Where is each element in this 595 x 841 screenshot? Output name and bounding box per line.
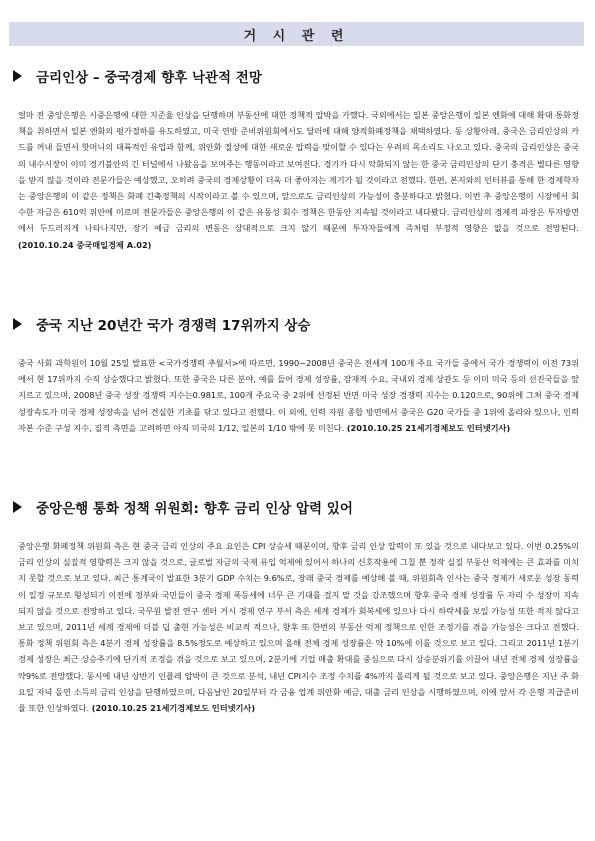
article-body-text: 중국 사회 과학원이 10월 25일 발표한 <국가경쟁력 추월서>에 따르면, 1990~2008년 중국은 전세계 100개 주요 국가들 중에서 국가 경쟁력이 이전 73위에서 현 17위까지 수직 상승했다고 밝혔다. 또한 중국은 다른 분야, 예를 들어 경제 성장률, 잠재적 수요, 국내외 경제 상관도 등 이미 미국 등의 선진국들을 앞지르고 있으며, 2008년 중국 성장 경쟁력 지수는0.981로, 100개 주요국 중 2위에 선정된 반면 미국 성장 경쟁력 지수는 0.120으로, 90위에 그쳐 중국 경제 성장속도가 미국 경제 성장속을 넘어 견실한 기초를 닦고 있다고 전했다. 이 외에, 인력 자원 종합 방면에서 중국은 G20 국가들 중 1위에 올라와 있으나, 인력 자본 수준 구성 지수, 질적 측면을 고려하면 아직 미국의 1/12, 일본의 1/10 밖에 못 미친다. xyxy=(18,358,579,433)
article-body-text: 중앙은행 화폐정책 위원회 측은 현 중국 금리 인상의 주요 요인은 CPI 상승세 때문이며, 향후 금리 인상 압력이 또 있을 것으로 내다보고 있다. 이번 0.25%의 금리 인상의 실질적 영향력은 크지 않을 것으로, 글로벌 자금의 국제 유입 억제에 있어서 하나의 신호작용에 그칠 뿐 정작 실질 부동산 억제에는 큰 효과를 미치지 못할 것으로 보고 있다. 최근 통계국이 발표한 3분기 GDP 수치는 9.6%로, 장래 중국 경제를 예상해 볼 때, 위원회측 인사는 중국 경제가 새로운 성장 동력이 일정 규모로 형성되기 이전에 정부와 국민들이 중국 경제 폭등세에 너무 큰 기대를 걸지 말 것을 강조했으며 향후 중국 경제 성장률 두 자리 수 성장이 지속되지 않을 것으로 전망하고 있다. 국무원 발전 연구 센터 거시 경제 연구 부서 측은 세계 경제가 회복세에 있으나 다시 하락세를 보일 가능성 또한 적지 않다고 보고 있으며, 2011년 세계 경제에 더블 딥 출현 가능성은 비교적 적으나, 향후 또 한번의 부동산 억제 정책으로 인한 조정기를 겪을 가능성은 크다고 전했다. 통화 정책 위원회 측은 4분기 경제 성장률을 8.5%정도로 예상하고 있으며 올해 전체 경제 성장률은 약 10%에 이를 것으로 보고 있다. 그리고 2011년 1분기 경제 성장은 최근 상승주기에 단기적 조정을 겪을 것으로 보고 있으며, 2분기에 기업 매출 확대를 중심으로 다시 상승분위기를 이끌어 내년 전체 경제 성장률을 약9%로 전망했다. 동시에 내년 상반기 인플레 압박이 큰 것으로 분석, 내년 CPI지수 조정 수치를 4%까지 올리게 될 것으로 보고 있다. 중앙은행은 지난 주 화요일 저녁 돌연 소득의 금리 인상을 단행하였으며, 다음날인 20일부터 각 금융 업계 위안화 예금, 대출 금리 인상을 시행하였으며, 이에 앞서 각 은행 지급준비율 또한 인상하였다. xyxy=(18,541,579,714)
arrow-bullet-icon xyxy=(13,318,22,330)
arrow-bullet-icon xyxy=(13,501,22,513)
section-title: 거 시 관 련 xyxy=(243,28,350,44)
article-body-text: 얼마 전 중앙은행은 시중은행에 대한 지준율 인상을 단행하며 부동산에 대한 정책적 압박을 가했다. 국외에서는 일본 중앙은행이 일본 엔화에 대해 확대 통화정책을 취하면서 일본 엔화의 평가절하를 유도하였고, 미국 연방 준비위원회에서도 달러에 대해 양적화폐정책을 채택하였다. 동 상황아래, 중국은 금리인상의 카드를 꺼내 들면서 핫머니의 대륙적인 유입과 함께, 위안화 절상에 대한 새로운 압력을 맞이할 수 있다는 우려의 목소리도 나오고 있다. 중국의 금리인상은 중국의 내수시장이 이미 경기불안의 긴 터널에서 나왔음을 보여주는 행동이라고 보여진다. 경기가 다시 악화되지 않는 한 중국 금리인상의 단기 충격은 별다른 영향을 받지 않을 것이라 전문가들은 예상했고, 오히려 중국의 경제상황이 더욱 더 좋아지는 계기가 될 것이라고 전했다. 한편, 본지와의 인터뷰를 통해 한 경제학자는 중앙은행의 이 같은 정책은 화폐 긴축정책의 시작이라고 볼 수 있으며, 앞으로도 금리인상의 가능성이 충분하다고 밝혔다. 이번 추 중앙은행이 시장에서 회수한 자금은 610억 위안에 이르며 전문가들은 중앙은행의 이 같은 유동성 회수 정책은 한동안 지속될 것이라고 내다봤다. 금리인상의 경제적 파장은 투자방면에서 두드러지게 나타나지만, 장기 예금 금리의 변동은 상대적으로 크지 않기 때문에 투자자들에게 즉처럼 부정적 영향은 없을 것으로 전망된다. xyxy=(18,110,579,234)
article-body-3 xyxy=(18,538,579,800)
article-body-1 xyxy=(18,107,579,303)
section-title-bar xyxy=(9,22,584,46)
article-citation: (2010.10.25 21세기경제보도 인터넷기사) xyxy=(346,422,511,433)
arrow-bullet-icon xyxy=(13,70,22,82)
article-heading-1 xyxy=(13,66,262,86)
article-body-2 xyxy=(18,355,579,486)
article-heading-text: 중앙은행 통화 정책 위원회: 향후 금리 인상 압력 있어 xyxy=(36,501,353,517)
article-citation: (2010.10.25 21세기경제보도 인터넷기사) xyxy=(91,703,256,714)
article-heading-text: 중국 지난 20년간 국가 경쟁력 17위까지 상승 xyxy=(36,318,311,334)
article-heading-text: 금리인상 – 중국경제 향후 낙관적 전망 xyxy=(36,70,262,86)
article-heading-3 xyxy=(13,497,353,517)
article-heading-2 xyxy=(13,314,310,334)
article-citation: (2010.10.24 중국매일경제 A.02) xyxy=(18,239,152,250)
